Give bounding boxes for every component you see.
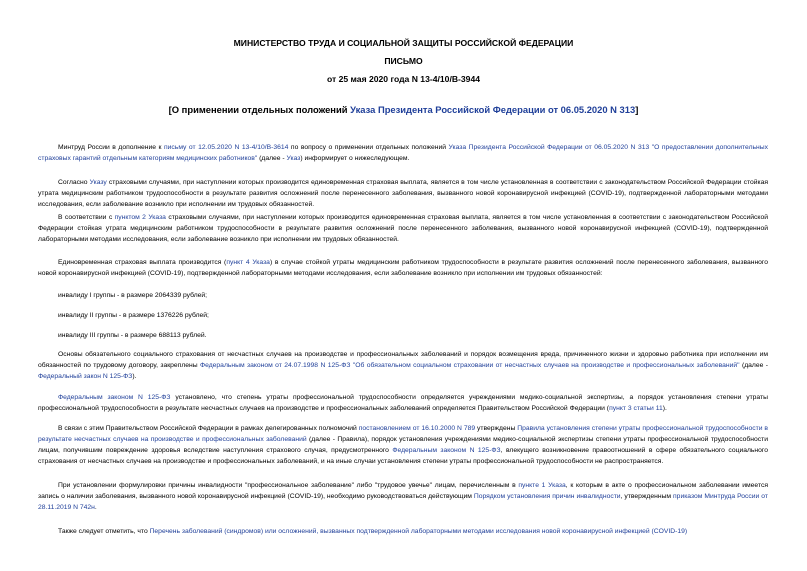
title-link[interactable]: Указа Президента Российской Федерации от 06.05.2020 N 313 <box>350 104 636 115</box>
text: , к которым в акте о профессиональном заболевании имеется запись о наличии заболевания, вызванного новой коронавирусной инфекцией (COVID-19), необходимо руководствоваться действующим <box>38 482 768 500</box>
text: страховыми случаями, при наступлении которых производится единовременная страховая выплата, является в том числе установленная в соответствии с законодательством Российской Федерации стойкая утрата медицинским работником трудоспособности в результате развития осложнений после перенесенного заболевания, вызванного новой коронавирусной инфекцией (COVID-19), подтвержденной лабораторными методами исследования, если заболевание возникло при исполнении им трудовых обязанностей. <box>38 214 768 243</box>
list-item: инвалиду I группы - в размере 2064339 рублей; <box>58 292 208 299</box>
link-decree-short[interactable]: Указ <box>286 155 301 162</box>
text: страховыми случаями, при наступлении которых производится единовременная страховая выплата, является в том числе установленная в соответствии с законодательством Российской Федерации стойкая утрата медицинским работником трудоспособности в результате развития осложнений после перенесенного заболевания, вызванного новой коронавирусной инфекцией (COVID-19), подтвержденной лабораторными методами исследования, если заболевание возникло при исполнении им трудовых обязанностей. <box>38 179 768 208</box>
link-federal-law-short[interactable]: Федеральным законом N 125-ФЗ <box>392 447 501 454</box>
paragraph-5 <box>38 349 768 382</box>
text: (далее - <box>257 155 287 162</box>
link-decree[interactable]: Указа Президента Российской Федерации от 06.05.2020 N 313 "О предоставлении дополнительных страховых гарантий отдельным категориям медицинских работников" <box>38 144 769 162</box>
text: ). <box>132 373 137 380</box>
list-item: инвалиду II группы - в размере 1376226 рублей; <box>58 312 209 319</box>
text: утверждены <box>475 425 518 432</box>
document-title <box>0 104 807 115</box>
link-decree[interactable]: Указу <box>89 179 107 186</box>
paragraph-9 <box>38 526 768 537</box>
paragraph-7 <box>38 423 768 467</box>
link-order-742n[interactable]: приказом Минтруда России от 28.11.2019 N 742н <box>38 493 768 511</box>
text: ) информирует о нижеследующем. <box>300 155 410 162</box>
title-suffix: ] <box>635 104 639 115</box>
list-item: инвалиду III группы - в размере 688113 рублей. <box>58 332 207 339</box>
link-resolution-789[interactable]: постановлением от 16.10.2000 N 789 <box>358 425 476 432</box>
paragraph-3 <box>38 212 768 245</box>
paragraph-8 <box>38 480 768 513</box>
text: (далее - Правила), порядок установления учреждениями медико-социальной экспертизы степени утраты профессиональной трудоспособности лицам, получившим повреждение здоровья вследствие наступления страхового случая, предусмотренного <box>38 436 769 454</box>
text: ). <box>662 405 667 412</box>
link-decree-point-1[interactable]: пункте 1 Указа <box>518 482 566 489</box>
text: по вопросу о применении отдельных положений <box>288 144 449 151</box>
link-disease-list[interactable]: Перечень заболеваний (синдромов) или осложнений, вызванных подтвержденной лабораторными методами исследования новой коронавирусной инфекцией (COVID-19) <box>149 528 688 535</box>
text: ) в случае стойкой утраты медицинским работником трудоспособности в результате развития осложнений после перенесенного заболевания, вызванного новой коронавирусной инфекцией (COVID-19), подтвержденной лабораторными методами исследования, если заболевание возникло при исполнении им трудовых обязанностей: <box>38 259 768 277</box>
paragraph-1 <box>38 142 768 164</box>
text: Основы обязательного социального страхования от несчастных случаев на производстве и профессиональных заболеваний и порядок возмещения вреда, причиненного жизни и здоровью работника при исполнении им обязанностей по трудовому договору, закреплены <box>38 351 768 369</box>
title-prefix: [О применении отдельных положений <box>168 104 351 115</box>
paragraph-4 <box>38 257 768 279</box>
link-federal-law[interactable]: Федеральным законом от 24.07.1998 N 125-ФЗ "Об обязательном социальном страховании от несчастных случаев на производстве и профессиональных заболеваний" <box>200 362 740 369</box>
link-rules[interactable]: Правила установления степени утраты профессиональной трудоспособности в результате несчастных случаев на производстве и профессиональных заболеваний <box>38 425 768 443</box>
text: В связи с этим Правительством Российской Федерации в рамках делегированных полномочий <box>58 425 359 432</box>
text: В соответствии с <box>58 214 115 221</box>
link-letter[interactable]: письму от 12.05.2020 N 13-4/10/В-3614 <box>164 144 289 151</box>
text: Согласно <box>58 179 90 186</box>
text: Единовременная страховая выплата производится ( <box>58 259 227 266</box>
text: При установлении формулировки причины инвалидности "профессиональное заболевание" либо "трудовое увечье" лицам, перечисленным в <box>58 482 519 489</box>
text: Минтруд России в дополнение к <box>58 144 164 151</box>
link-disability-procedure[interactable]: Порядком установления причин инвалидности <box>473 493 621 500</box>
link-decree-point-2[interactable]: пунктом 2 Указа <box>114 214 166 221</box>
text: Также следует отметить, что <box>58 528 150 535</box>
link-decree-point-4[interactable]: пункт 4 Указа <box>226 259 270 266</box>
doc-type-heading: ПИСЬМО <box>384 56 423 66</box>
ministry-heading: МИНИСТЕРСТВО ТРУДА И СОЦИАЛЬНОЙ ЗАЩИТЫ РОССИЙСКОЙ ФЕДЕРАЦИИ <box>233 38 574 48</box>
date-number-heading: от 25 мая 2020 года N 13-4/10/В-3944 <box>326 74 481 84</box>
paragraph-2 <box>38 177 768 210</box>
text: , утвержденным <box>620 493 674 500</box>
text: , влекущего возникновение правоотношений в сфере обязательного социального страхования от несчастных случаев на производстве и профессиональных заболеваний, и на иные случаи установления степени утраты профессиональной трудоспособности не распространяется. <box>38 447 768 465</box>
text: установлено, что степень утраты профессиональной трудоспособности определяется учреждениями медико-социальной экспертизы, а порядок установления степени утраты профессиональной трудоспособности в результате несчастных случаев на производстве и профессиональных заболеваний определяется Правительством Российской Федерации ( <box>38 394 768 412</box>
paragraph-6 <box>38 392 768 414</box>
link-federal-law-short[interactable]: Федеральный закон N 125-ФЗ <box>38 373 133 380</box>
text: . <box>94 504 97 511</box>
link-federal-law-short[interactable]: Федеральным законом N 125-ФЗ <box>58 394 171 401</box>
text: (далее - <box>739 362 768 369</box>
link-article-11[interactable]: пункт 3 статьи 11 <box>609 405 663 412</box>
